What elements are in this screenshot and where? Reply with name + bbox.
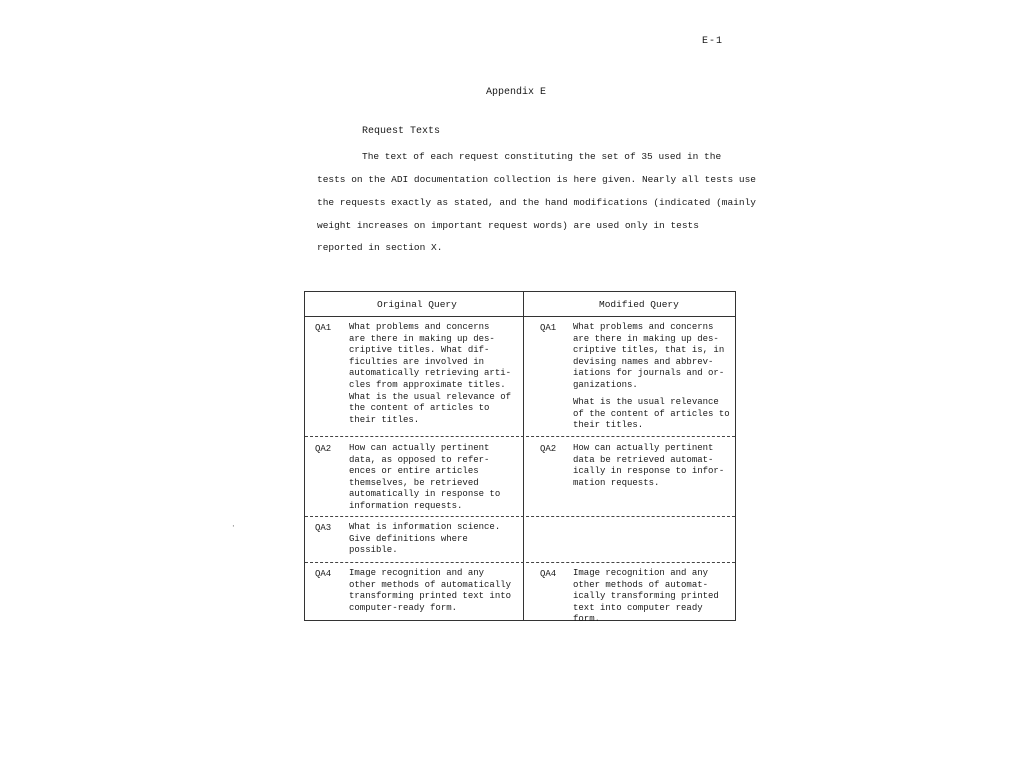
- row-id-original: QA4: [315, 569, 332, 579]
- appendix-title: Appendix E: [486, 87, 547, 98]
- intro-line: tests on the ADI documentation collection is here given. Nearly all tests use: [317, 174, 756, 185]
- row-id-original: QA3: [315, 523, 332, 533]
- header-modified: Modified Query: [599, 299, 679, 310]
- row-id-modified: QA1: [540, 323, 557, 333]
- row-id-modified: QA2: [540, 444, 557, 454]
- intro-line: The text of each request constituting the set of 35 used in the: [362, 151, 722, 162]
- row-id-modified: QA4: [540, 569, 557, 579]
- section-heading: Request Texts: [362, 126, 441, 137]
- row-text-original: What problems and concerns are there in making up des- criptive titles. What dif- ficulties are involved in automatically retrieving arti- cles from approximate titles. What is the usual relevance of the content of articles to their titles.: [349, 322, 512, 425]
- header-original: Original Query: [377, 299, 457, 310]
- intro-line: reported in section X.: [317, 242, 443, 253]
- row-text-original: Image recognition and any other methods of automatically transforming printed text into computer-ready form.: [349, 568, 512, 613]
- row-text-original: How can actually pertinent data, as opposed to refer- ences or entire articles themselves, be retrieved automatically in response to information requests.: [349, 443, 501, 511]
- header-divider: [305, 316, 735, 317]
- query-table: [304, 291, 736, 625]
- page-number: E-1: [702, 36, 724, 47]
- row-divider: [305, 436, 735, 437]
- row-divider: [305, 562, 735, 563]
- row-text-modified: How can actually pertinent data be retrieved automat- ically in response to infor- mation requests.: [573, 443, 725, 488]
- row-divider: [305, 516, 735, 517]
- row-id-original: QA1: [315, 323, 332, 333]
- row-text-modified: Image recognition and any other methods of automat- ically transforming printed text into computer ready form.: [573, 568, 719, 625]
- row-text-modified-continued: What is the usual relevance of the content of articles to their titles.: [573, 397, 730, 431]
- column-divider: [523, 292, 524, 620]
- row-id-original: QA2: [315, 444, 332, 454]
- intro-line: the requests exactly as stated, and the hand modifications (indicated (mainly: [317, 197, 756, 208]
- row-text-modified: What problems and concerns are there in making up des- criptive titles, that is, in devising names and abbrev- iations for journals and or- ganizations.: [573, 322, 725, 390]
- intro-line: weight increases on important request words) are used only in tests: [317, 220, 699, 231]
- stray-mark: ·: [231, 522, 236, 531]
- row-text-original: What is information science. Give definitions where possible.: [349, 522, 501, 556]
